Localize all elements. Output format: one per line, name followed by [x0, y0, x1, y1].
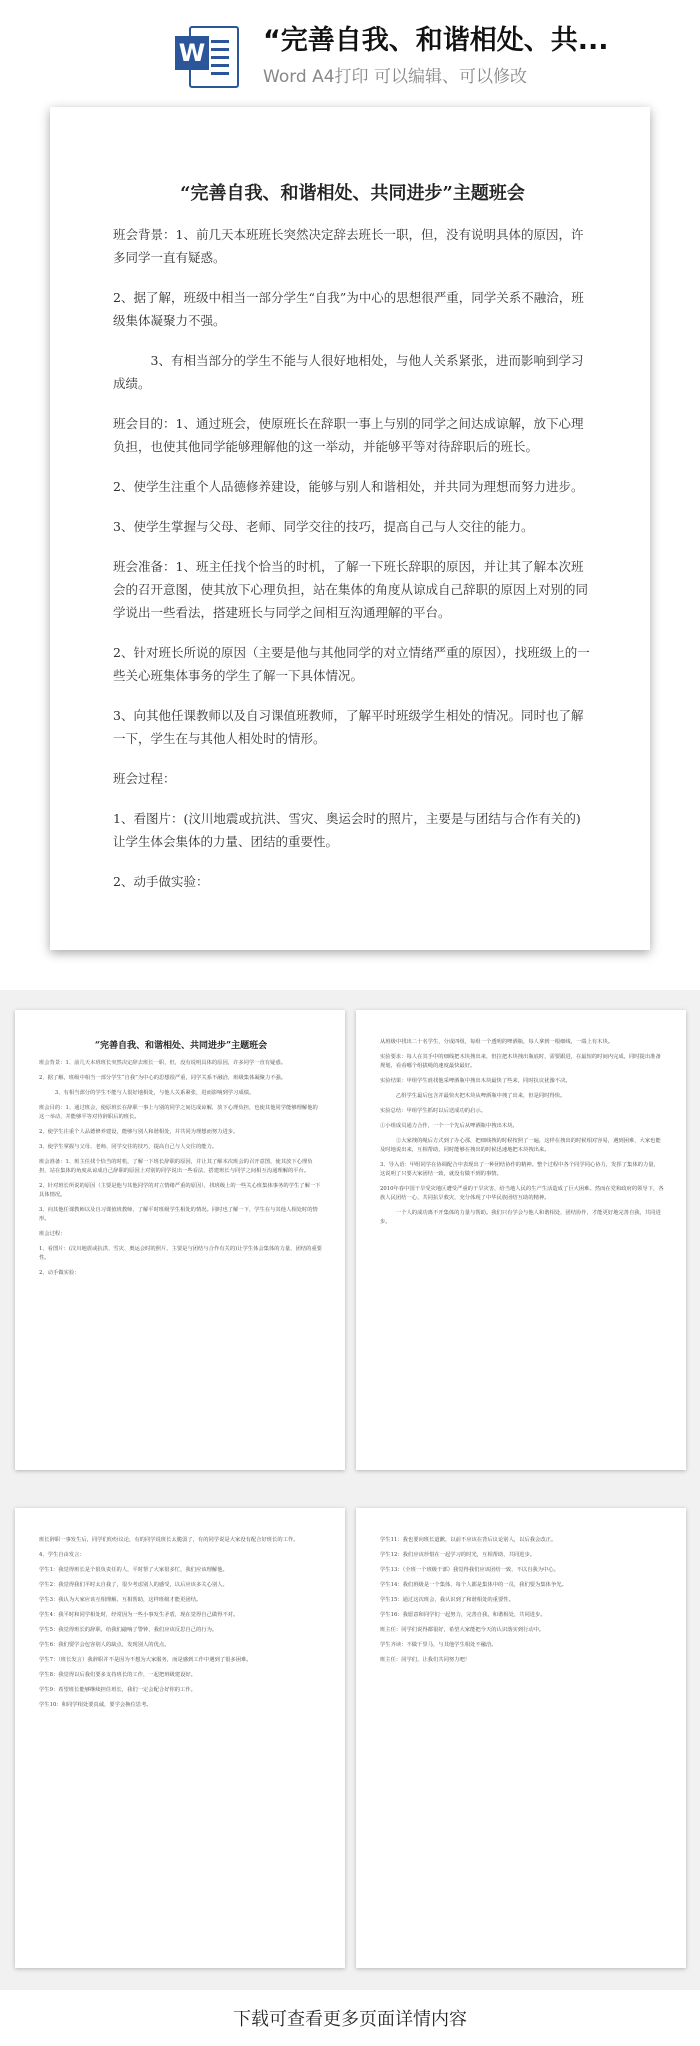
- word-icon-line: [211, 72, 229, 75]
- thumbnail-body: [380, 1038, 664, 1227]
- paragraph: 2010年春中国干旱受灾地区遭受严重的干旱灾害，给当地人民的生产生活造成了巨大困难。然而在党和政府的领导下，各族人民团结一心，共同抗旱救灾，充分体现了中华民族团结互助的精神。: [380, 1186, 664, 1201]
- page-body: [113, 223, 592, 893]
- page-title: “完善自我、和谐相处、共同进步”主题班会: [180, 183, 525, 204]
- paragraph: 学生15：通过这次班会，我认识到了和谐相处的重要性。: [380, 1597, 514, 1603]
- download-more-hint[interactable]: 下载可查看更多页面详情内容: [233, 2009, 467, 2030]
- paragraph: 2、动手做实验：: [113, 874, 209, 889]
- word-icon-letter: W: [175, 36, 209, 70]
- paragraph: 学生8：我觉得以后我们要多支持班长的工作，一起把班级建设好。: [39, 1672, 196, 1678]
- paragraph: 1、看图片：(汶川地震或抗洪、雪灾、奥运会时的照片，主要是与团结与合作有关的)让学生体会集体的力量、团结的重要性。: [113, 811, 581, 849]
- document-title: “完善自我、和谐相处、共...: [263, 25, 609, 56]
- word-icon-line: [211, 64, 229, 67]
- paragraph: 班长辞职一事发生后，同学们纷纷议论，有的同学说班长太脆弱了，有的同学说是大家没有配合好班长的工作。: [39, 1537, 299, 1543]
- paragraph: 班主任：同学们说得都很好，希望大家能把今天的认识落实到行动中。: [380, 1627, 545, 1633]
- paragraph: ①小组成员通力合作，一个一个先后从啤酒瓶中拽出木块。: [380, 1123, 518, 1129]
- paragraph: 3、向其他任课教师以及自习课值班教师，了解平时班级学生相处的情况。同时也了解一下，学生在与其他人相处时的情形。: [39, 1207, 318, 1222]
- paragraph: 2、动手做实验：: [39, 1270, 80, 1276]
- paragraph: 班会准备：1、班主任找个恰当的时机，了解一下班长辞职的原因，并让其了解本次班会的召开意图，使其放下心理负担，站在集体的角度从谅成自己辞职的原因上对别的同学说出一些看法，搭建班长与同学之间相互沟通理解的平台。: [39, 1159, 313, 1174]
- word-icon-line: [211, 40, 229, 43]
- paragraph: 学生13：（全班一个班级干部）我觉得我们应该团结一致，不以自我为中心。: [380, 1567, 559, 1573]
- thumbnail-body: [39, 1536, 323, 1710]
- paragraph: 2、针对班长所说的原因（主要是他与其他同学的对立情绪严重的原因），找班级上的一些关心班集体事务的学生了解一下具体情况。: [39, 1183, 321, 1198]
- paragraph: 3、使学生掌握与父母、老师、同学交往的技巧，提高自己与人交往的能力。: [39, 1144, 218, 1150]
- paragraph: 学生16：我愿意和同学们一起努力，完善自我，和谐相处，共同进步。: [380, 1612, 546, 1618]
- paragraph: 学生6：我们要学会包容别人的缺点，发现别人的优点。: [39, 1642, 170, 1648]
- thumbnail-body: [380, 1536, 664, 1665]
- page-thumbnail-3[interactable]: [15, 1508, 345, 1968]
- paragraph: 学生7：（班长发言）我辞职并不是因为不想为大家服务，而是感到工作中遇到了很多困难。: [39, 1657, 252, 1663]
- page-thumbnail-4[interactable]: [356, 1508, 686, 1968]
- document-subtitle: Word A4打印 可以编辑、可以修改: [263, 67, 527, 87]
- page-thumbnail-1[interactable]: [15, 1010, 345, 1470]
- paragraph: 3、导入语：甲组同学在协调配合中表现出了一种团结协作的精神。整个过程中各个同学同心协力，发挥了集体的力量，这说明了只要大家团结一致，就没有做不到的事情。: [380, 1162, 659, 1177]
- paragraph: 班主任：同学们，让我们共同努力吧！: [380, 1657, 471, 1663]
- paragraph: 学生14：我们班级是一个集体，每个人都是集体中的一员，我们要为集体争光。: [380, 1582, 567, 1588]
- paragraph: 2、使学生注重个人品德修养建设，能够与别人和谐相处，并共同为理想而努力进步。: [113, 479, 584, 494]
- paragraph: 学生齐读：不做千里马，与其他学生相处不融洽。: [380, 1642, 497, 1648]
- paragraph: 1、看图片：(汶川地震或抗洪、雪灾、奥运会时的照片，主要是与团结与合作有关的)让学生体会集体的力量、团结的重要性。: [39, 1246, 322, 1261]
- paragraph: 学生12：我们应该珍惜在一起学习的时光，互相帮助，共同进步。: [380, 1552, 536, 1558]
- paragraph: 实验要求：每人在其手中的细线把木块拽出来，但拉把木块拽出瓶底时，需要跟进，在最短的时间内完成，同时提出准备规划，看看哪个组拔绳的速度最快最好。: [380, 1054, 661, 1069]
- paragraph: 2、据了解，班级中相当一部分学生“自我”为中心的思想很严重，同学关系不融洽，班级集体凝聚力不强。: [39, 1075, 287, 1081]
- paragraph: 班会过程：: [39, 1231, 66, 1237]
- paragraph: 实验结果：甲组学生谁找他采啤酒瓶中拽出木块最快了些来，同时抗议犹豫不决。: [380, 1078, 571, 1084]
- paragraph: 学生2：我觉得我们平时太自我了，很少考虑别人的感受，以后应该多关心别人。: [39, 1582, 228, 1588]
- paragraph: 学生4：我平时和同学相处时，经常因为一些小事发生矛盾，现在觉得自己做得不对。: [39, 1612, 239, 1618]
- paragraph: 班会背景：1、前几天本班班长突然决定辞去班长一职，但，没有说明具体的原因，许多同学一直有疑惑。: [39, 1060, 287, 1066]
- word-icon-line: [211, 48, 229, 51]
- paragraph: 2、使学生注重个人品德修养建设，能够与别人和谐相处，并共同为理想而努力进步。: [39, 1129, 239, 1135]
- paragraph: 学生11：我也要向班长道歉，以前不应该在背后议论别人，以后我会改正。: [380, 1537, 557, 1543]
- paragraph: 学生5：我觉得班长的辞职，给我们敲响了警钟，我们应该反思自己的行为。: [39, 1627, 218, 1633]
- header: [0, 0, 700, 95]
- paragraph: 班会准备：1、班主任找个恰当的时机，了解一下班长辞职的原因，并让其了解本次班会的召开意图，使其放下心理负担，站在集体的角度从谅成自己辞职的原因上对别的同学说出一些看法，搭建班长与同学之间相互沟通理解的平台。: [113, 559, 589, 620]
- paragraph: 3、有相当部分的学生不能与人很好地相处，与他人关系紧张，进而影响到学习成绩。: [113, 353, 584, 391]
- paragraph: 班会目的：1、通过班会，使原班长在辞职一事上与别的同学之间达成谅解，放下心理负担，也使其他同学能够理解他的这一举动，并能够平等对待辞职后的班长。: [113, 416, 584, 454]
- paragraph: 4、学生自由发言：: [39, 1552, 85, 1558]
- paragraph: 一个人的成功离不开集体的力量与帮助。我们只有学会与他人和谐相处，团结协作，才能更好地完善自我，共同进步。: [380, 1210, 661, 1225]
- paragraph: 从班级中找出二十名学生，分成四组，每组一个透明的啤酒瓶，每人拿到一根细线，一端上有木块。: [380, 1039, 614, 1045]
- document-page-preview: [50, 107, 650, 950]
- paragraph: 学生3：我认为大家应该互相理解，互相帮助，这样班级才能更团结。: [39, 1597, 202, 1603]
- paragraph: 学生1：我觉得班长是个很负责任的人，平时帮了大家很多忙，我们应该理解他。: [39, 1567, 228, 1573]
- paragraph: 实验总结：甲组学生抓时以后送成功的启示。: [380, 1108, 486, 1114]
- paragraph: 3、使学生掌握与父母、老师、同学交往的技巧，提高自己与人交往的能力。: [113, 519, 534, 534]
- word-document-icon: [175, 22, 237, 88]
- page-thumbnail-2[interactable]: [356, 1010, 686, 1470]
- paragraph: 2、据了解，班级中相当一部分学生“自我”为中心的思想很严重，同学关系不融洽，班级集体凝聚力不强。: [113, 290, 584, 328]
- paragraph: ②大家拽的绳后方式到了办心那，把细线拽的时候按照了一遍，这样在拽出的时候相对容易，遇到困难，大家也能及时地说出来，互相帮助，同时能够在拽出的时候迅速地把木块拽出来。: [380, 1138, 661, 1153]
- paragraph: 学生9：希望班长能够继续担任班长，我们一定会配合好你的工作。: [39, 1687, 196, 1693]
- paragraph: 班会背景：1、前几天本班班长突然决定辞去班长一职，但，没有说明具体的原因，许多同学一直有疑惑。: [113, 227, 584, 265]
- paragraph: 3、有相当部分的学生不能与人很好地相处，与他人关系紧张，进而影响到学习成绩。: [54, 1090, 255, 1096]
- paragraph: 乙组学生最后包含并最快火把木块从啤酒瓶中拽了出来，但是同时得快。: [395, 1093, 566, 1099]
- thumbnail-body: [39, 1059, 323, 1278]
- word-icon-line: [211, 56, 229, 59]
- paragraph: 3、向其他任课教师以及自习课值班教师，了解平时班级学生相处的情况。同时也了解一下，学生在与其他人相处时的情形。: [113, 708, 584, 746]
- thumbnail-title: “完善自我、和谐相处、共同进步”主题班会: [94, 1041, 268, 1051]
- paragraph: 班会过程：: [113, 771, 176, 786]
- paragraph: 学生10：和同学相处要真诚，要学会换位思考。: [39, 1702, 152, 1708]
- paragraph: 2、针对班长所说的原因（主要是他与其他同学的对立情绪严重的原因），找班级上的一些关心班集体事务的学生了解一下具体情况。: [113, 645, 590, 683]
- paragraph: 班会目的：1、通过班会，使原班长在辞职一事上与别的同学之间达成谅解，放下心理负担，也使其他同学能够理解他的这一举动，并能够平等对待辞职后的班长。: [39, 1105, 318, 1120]
